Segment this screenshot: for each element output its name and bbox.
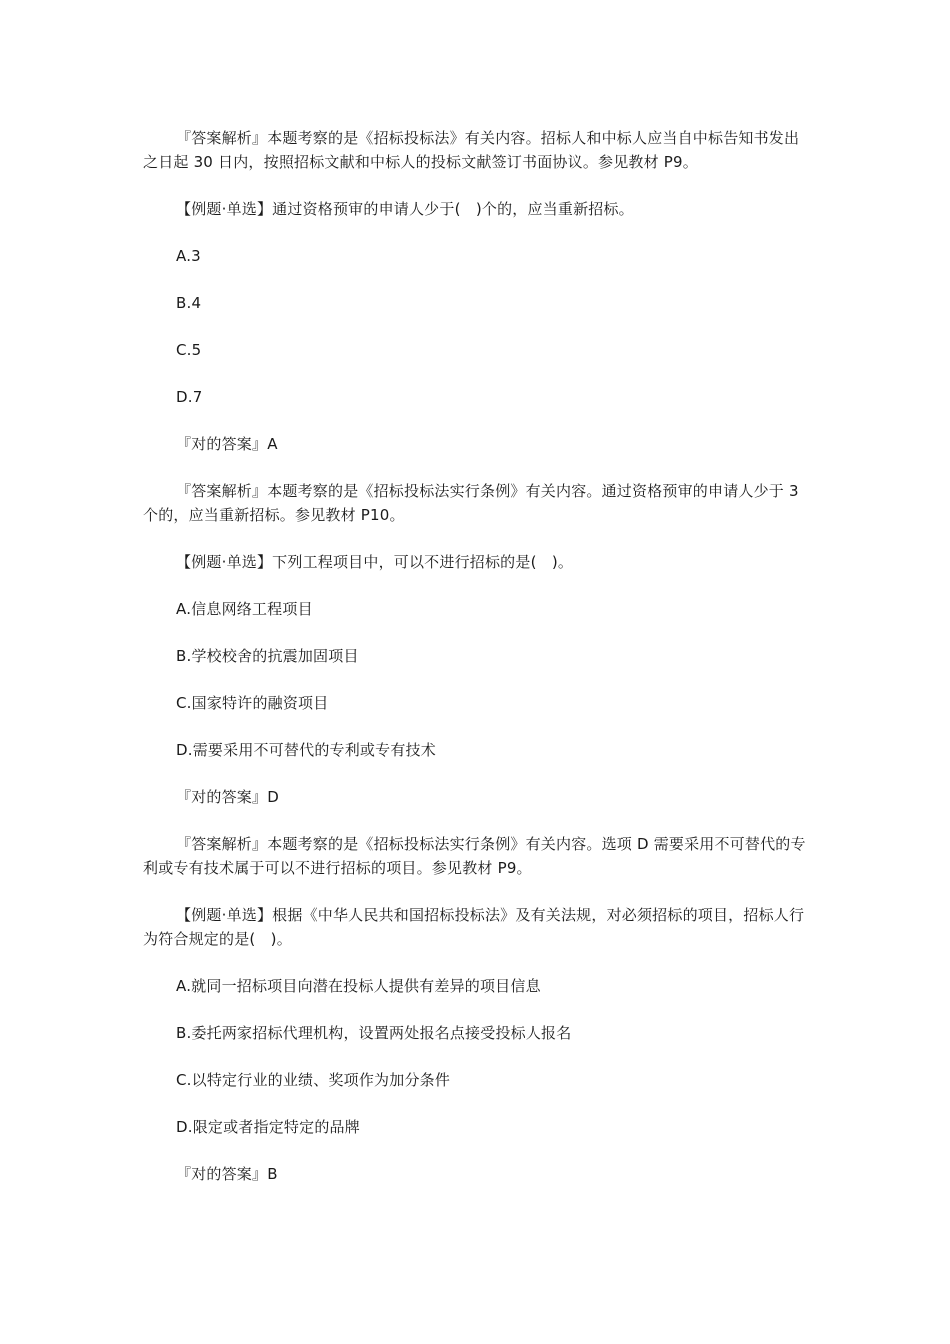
option-c: C.以特定行业的业绩、奖项作为加分条件 [176,1071,451,1089]
explanation-paragraph: 『答案解析』本题考察的是《招标投标法》有关内容。招标人和中标人应当自中标告知书发出之日起 30 日内，按照招标文献和中标人的投标文献签订书面协议。参见教材 P9。 [143,129,800,171]
option-a: A.信息网络工程项目 [176,600,313,618]
question-paragraph: 【例题·单选】通过资格预审的申请人少于( )个的，应当重新招标。 [176,200,634,218]
option-b: B.学校校舍的抗震加固项目 [176,647,359,665]
answer-paragraph: 『对的答案』D [176,788,279,806]
option-a: A.就同一招标项目向潜在投标人提供有差异的项目信息 [176,977,541,995]
question-paragraph: 【例题·单选】下列工程项目中，可以不进行招标的是( )。 [176,553,574,571]
answer-paragraph: 『对的答案』B [176,1165,278,1183]
explanation-paragraph: 『答案解析』本题考察的是《招标投标法实行条例》有关内容。通过资格预审的申请人少于 3 个的，应当重新招标。参见教材 P10。 [143,482,799,524]
option-c: C.5 [176,341,202,359]
option-a: A.3 [176,247,201,265]
option-c: C.国家特许的融资项目 [176,694,329,712]
explanation-paragraph: 『答案解析』本题考察的是《招标投标法实行条例》有关内容。选项 D 需要采用不可替代的专利或专有技术属于可以不进行招标的项目。参见教材 P9。 [143,835,806,877]
option-b: B.委托两家招标代理机构，设置两处报名点接受投标人报名 [176,1024,572,1042]
option-d: D.限定或者指定特定的品牌 [176,1118,360,1136]
document-page [143,126,807,1186]
option-b: B.4 [176,294,202,312]
question-paragraph: 【例题·单选】根据《中华人民共和国招标投标法》及有关法规，对必须招标的项目，招标人行为符合规定的是( )。 [143,906,805,948]
option-d: D.需要采用不可替代的专利或专有技术 [176,741,436,759]
option-d: D.7 [176,388,203,406]
answer-paragraph: 『对的答案』A [176,435,278,453]
